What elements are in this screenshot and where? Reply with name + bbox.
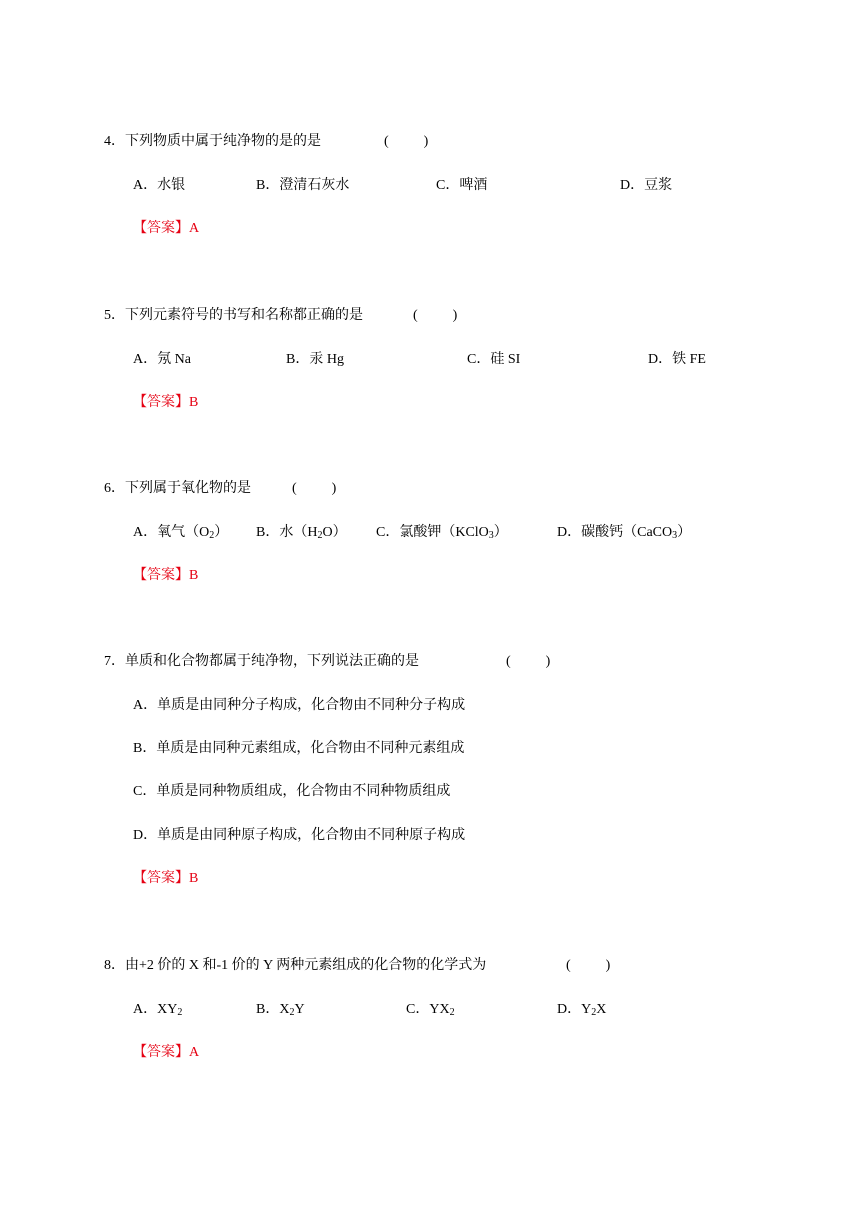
- question-5-stem: 5．下列元素符号的书写和名称都正确的是: [104, 308, 363, 323]
- question-7-option-b: B．单质是由同种元素组成，化合物由不同种元素组成: [133, 741, 465, 756]
- question-4-option-b: B．澄清石灰水: [256, 178, 350, 193]
- question-6-answer-blank: ( ): [292, 481, 337, 496]
- answer-value: B: [189, 568, 199, 583]
- answer-label: 【答案】: [133, 1045, 189, 1060]
- question-4-answer-blank: ( ): [384, 134, 429, 149]
- question-8-option-a: A．$XY_2$: [133, 1002, 183, 1018]
- question-5-option-a: A．氖 Na: [133, 352, 191, 367]
- question-6-option-b: B．水$(H_2O)$: [256, 525, 347, 541]
- question-6-option-d: D．碳酸钙（CaCO$_3$）: [557, 525, 692, 541]
- answer-value: B: [189, 395, 199, 410]
- question-4-option-a: A．水银: [133, 178, 186, 193]
- question-6-answer: [133, 567, 198, 585]
- question-8-answer: [133, 1044, 199, 1062]
- question-4-answer: [133, 220, 199, 238]
- question-6-option-a: A．氧气$(O_2)$: [133, 525, 229, 541]
- question-5-answer: [133, 394, 198, 412]
- question-4-stem: 4．下列物质中属于纯净物的是的是: [104, 134, 321, 149]
- question-7-option-c: C．单质是同种物质组成，化合物由不同种物质组成: [133, 784, 451, 799]
- question-4-option-d: D．豆浆: [620, 178, 673, 193]
- answer-label: 【答案】: [133, 871, 189, 886]
- answer-value: A: [189, 221, 200, 236]
- question-7-answer: [133, 870, 198, 888]
- answer-value: B: [189, 871, 199, 886]
- question-7-option-d: D．单质是由同种原子构成，化合物由不同种原子构成: [133, 828, 466, 843]
- question-5-answer-blank: ( ): [413, 308, 458, 323]
- question-7-stem: 7．单质和化合物都属于纯净物，下列说法正确的是: [104, 654, 419, 669]
- question-6-option-c: C．氯酸钾（KClO$_3$）: [376, 525, 508, 541]
- answer-label: 【答案】: [133, 221, 189, 236]
- answer-value: A: [189, 1045, 200, 1060]
- question-5-option-d: D．铁 FE: [648, 352, 706, 367]
- question-8-answer-blank: ( ): [566, 958, 611, 973]
- answer-label: 【答案】: [133, 395, 189, 410]
- question-8-option-b: B．$X_2Y$: [256, 1002, 305, 1018]
- question-8-stem: 8．由+2 价的 X 和-1 价的 Y 两种元素组成的化合物的化学式为: [104, 958, 487, 973]
- question-8-option-d: D．$Y_2X$: [557, 1002, 607, 1018]
- question-7-answer-blank: ( ): [506, 654, 551, 669]
- question-4-option-c: C．啤酒: [436, 178, 488, 193]
- question-8-option-c: C．$YX_2$: [406, 1002, 455, 1018]
- question-5-option-c: C．硅 SI: [467, 352, 521, 367]
- answer-label: 【答案】: [133, 568, 189, 583]
- question-7-option-a: A．单质是由同种分子构成，化合物由不同种分子构成: [133, 698, 466, 713]
- question-6-stem: 6．下列属于氧化物的是: [104, 481, 251, 496]
- question-5-option-b: B．汞 Hg: [286, 352, 344, 367]
